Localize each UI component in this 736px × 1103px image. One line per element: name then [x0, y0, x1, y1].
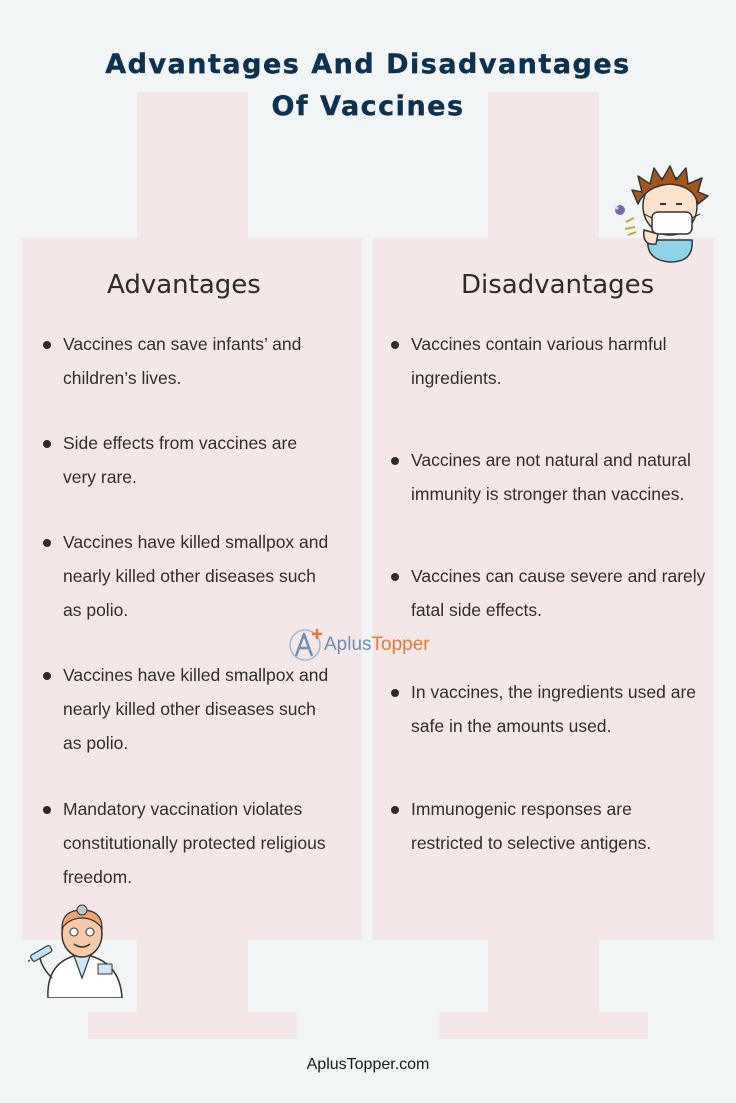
disadvantage-item: In vaccines, the ingredients used are safe in the amounts used.	[411, 682, 697, 736]
page-title	[0, 44, 736, 128]
advantages-heading: Advantages	[107, 270, 261, 300]
brand-accent: Topper	[371, 634, 430, 655]
bullet-icon	[391, 457, 399, 465]
bullet-icon	[43, 539, 51, 547]
doctor-with-syringe-icon	[28, 898, 136, 998]
disadvantage-item: Immunogenic responses are restricted to selective antigens.	[411, 799, 652, 853]
aplustopper-wordmark	[324, 634, 430, 656]
left-syringe-neck	[137, 940, 248, 1012]
bullet-icon	[391, 689, 399, 697]
sneezing-child-icon	[608, 160, 712, 264]
advantage-item: Vaccines have killed smallpox and nearly killed other diseases such as polio.	[63, 665, 329, 753]
advantage-item: Mandatory vaccination violates constitutionally protected religious freedom.	[63, 799, 326, 887]
footer-site-name: AplusTopper.com	[306, 1056, 430, 1073]
bullet-icon	[43, 806, 51, 814]
page-title-line-1: Advantages And Disadvantages	[105, 49, 631, 80]
bullet-icon	[391, 573, 399, 581]
disadvantage-item: Vaccines can cause severe and rarely fatal side effects.	[411, 566, 706, 620]
right-syringe-base	[439, 1012, 648, 1039]
brand-main: Aplus	[324, 634, 372, 655]
left-syringe-base	[88, 1012, 297, 1039]
advantage-item: Vaccines have killed smallpox and nearly killed other diseases such as polio.	[63, 532, 329, 620]
advantage-item: Vaccines can save infants’ and children’s lives.	[63, 334, 302, 388]
bullet-icon	[43, 440, 51, 448]
bullet-icon	[43, 672, 51, 680]
page-title-line-2: Of Vaccines	[271, 91, 465, 122]
disadvantage-item: Vaccines contain various harmful ingredients.	[411, 334, 667, 388]
advantage-item: Side effects from vaccines are very rare.	[63, 433, 298, 487]
aplustopper-logo-icon	[288, 626, 326, 662]
right-syringe-neck	[488, 940, 599, 1012]
disadvantages-heading: Disadvantages	[461, 270, 655, 300]
disadvantage-item: Vaccines are not natural and natural immunity is stronger than vaccines.	[411, 450, 691, 504]
bullet-icon	[391, 806, 399, 814]
bullet-icon	[391, 341, 399, 349]
bullet-icon	[43, 341, 51, 349]
